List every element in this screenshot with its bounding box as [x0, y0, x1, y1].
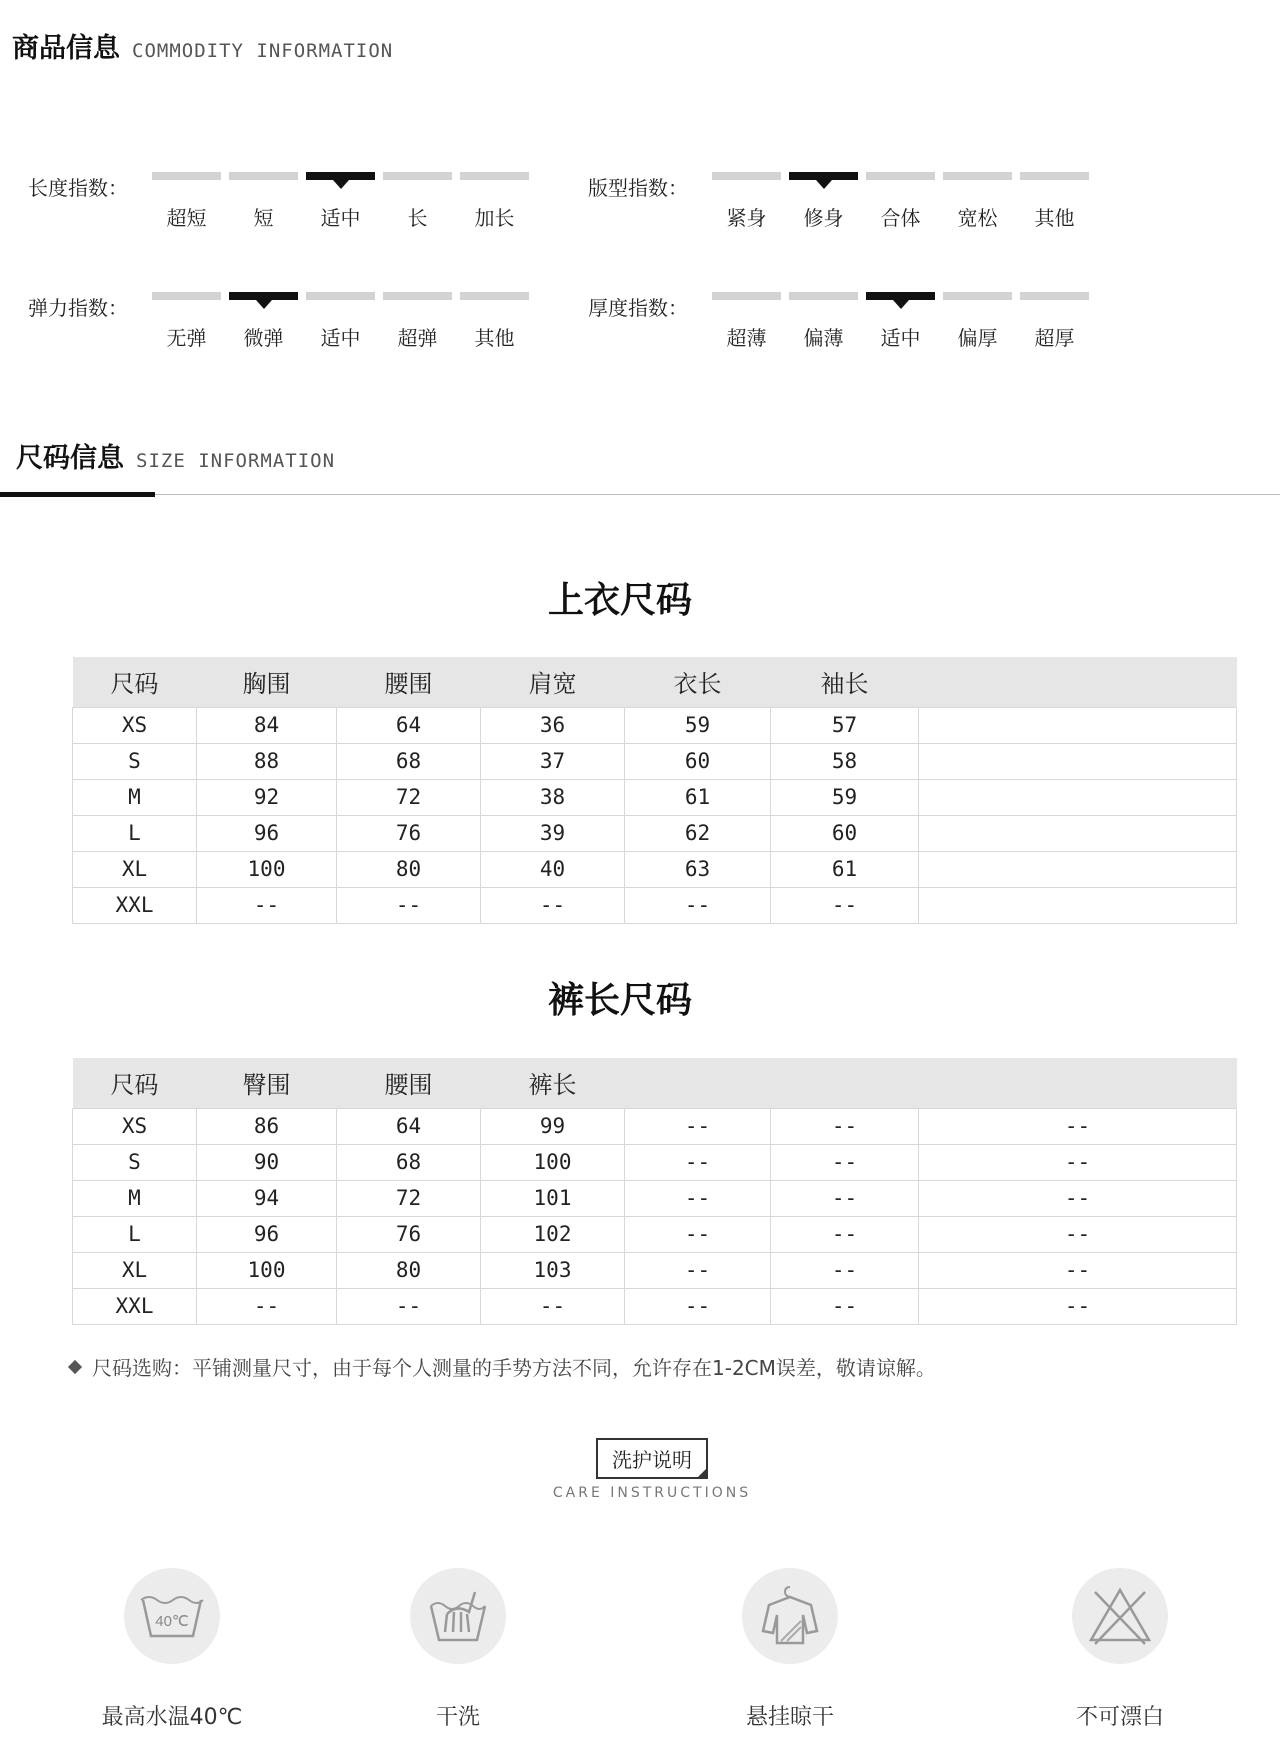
- table-cell: 64: [337, 1108, 481, 1144]
- size-title-en: SIZE INFORMATION: [136, 450, 336, 472]
- index-segment: [712, 172, 781, 180]
- index-option: 加长: [474, 206, 515, 230]
- table-cell: --: [625, 1108, 771, 1144]
- table-cell: --: [771, 887, 919, 923]
- index-option: 超短: [166, 206, 207, 230]
- table-cell: 61: [625, 779, 771, 815]
- table-cell: 76: [337, 1216, 481, 1252]
- table-cell: --: [625, 1288, 771, 1324]
- table-cell: S: [73, 743, 197, 779]
- table-cell: 92: [197, 779, 337, 815]
- table-cell: 100: [481, 1144, 625, 1180]
- table-cell: --: [481, 887, 625, 923]
- table-cell: 38: [481, 779, 625, 815]
- table-row: [73, 1252, 1237, 1288]
- table-cell: 100: [197, 1252, 337, 1288]
- index-segment-selected: [229, 292, 298, 300]
- index-option: 短: [253, 206, 274, 230]
- table-cell: --: [481, 1288, 625, 1324]
- table-cell: --: [919, 1216, 1237, 1252]
- care-label-hang: 悬挂晾干: [745, 1705, 834, 1730]
- index-label: 长度指数：: [28, 176, 128, 200]
- table-cell: --: [771, 1288, 919, 1324]
- table-row: [73, 779, 1237, 815]
- table-cell: 39: [481, 815, 625, 851]
- index-segment: [712, 292, 781, 300]
- table-cell: 61: [771, 851, 919, 887]
- table-cell: 90: [197, 1144, 337, 1180]
- dry-clean-icon: [410, 1568, 506, 1664]
- column-header: 尺码: [73, 657, 197, 707]
- pants-size-table: [72, 1058, 1237, 1325]
- table-cell: 80: [337, 1252, 481, 1288]
- index-row-elasticity: [0, 292, 529, 351]
- index-option: 超薄: [726, 326, 767, 350]
- index-row-fit: [560, 172, 1089, 231]
- column-header: 衣长: [625, 657, 771, 707]
- index-segment: [152, 172, 221, 180]
- table-row: [73, 815, 1237, 851]
- index-segment: [943, 292, 1012, 300]
- table-cell: --: [919, 1288, 1237, 1324]
- size-note: [70, 1352, 936, 1381]
- column-header: [919, 657, 1237, 707]
- table-cell: 86: [197, 1108, 337, 1144]
- table-cell: 58: [771, 743, 919, 779]
- index-segment: [229, 172, 298, 180]
- index-option: 紧身: [726, 206, 767, 230]
- table-cell: L: [73, 1216, 197, 1252]
- index-option: 偏厚: [957, 326, 998, 350]
- care-item-wash: [72, 1568, 272, 1731]
- index-segment-selected: [306, 172, 375, 180]
- table-cell: 63: [625, 851, 771, 887]
- column-header: [771, 1058, 919, 1108]
- column-header: [919, 1058, 1237, 1108]
- table-cell: XS: [73, 1108, 197, 1144]
- index-option: 修身: [803, 206, 844, 230]
- table-cell: --: [771, 1252, 919, 1288]
- table-cell: 102: [481, 1216, 625, 1252]
- index-row-thickness: [560, 292, 1089, 351]
- table-cell: 94: [197, 1180, 337, 1216]
- table-cell: L: [73, 815, 197, 851]
- table-cell: 72: [337, 1180, 481, 1216]
- table-cell: XXL: [73, 1288, 197, 1324]
- index-segment: [866, 172, 935, 180]
- index-segment-selected: [789, 172, 858, 180]
- table-cell: 62: [625, 815, 771, 851]
- table-cell: --: [197, 1288, 337, 1324]
- table-cell: 40: [481, 851, 625, 887]
- table-row: [73, 1108, 1237, 1144]
- table-cell: 59: [625, 707, 771, 743]
- column-header: 尺码: [73, 1058, 197, 1108]
- index-option: 微弹: [243, 326, 284, 350]
- index-label: 厚度指数：: [588, 296, 688, 320]
- index-segment: [789, 292, 858, 300]
- table-cell: --: [337, 887, 481, 923]
- section-divider-accent: [0, 492, 155, 497]
- table-cell: --: [625, 1180, 771, 1216]
- table-cell: XS: [73, 707, 197, 743]
- index-option: 长: [407, 206, 428, 230]
- care-label-nobleach: 不可漂白: [1075, 1705, 1164, 1730]
- care-label-dryclean: 干洗: [435, 1705, 480, 1730]
- column-header: 腰围: [337, 657, 481, 707]
- table-cell: M: [73, 1180, 197, 1216]
- table-cell: --: [919, 1108, 1237, 1144]
- size-note-text: 尺码选购：平铺测量尺寸，由于每个人测量的手势方法不同，允许存在1-2CM误差，敬请谅解。: [92, 1356, 936, 1380]
- index-segment: [383, 172, 452, 180]
- index-option: 无弹: [166, 326, 207, 350]
- table-cell: --: [625, 1216, 771, 1252]
- table-cell: --: [197, 887, 337, 923]
- section-divider: [0, 494, 1280, 495]
- commodity-title-en: COMMODITY INFORMATION: [132, 40, 394, 62]
- table-cell: XL: [73, 1252, 197, 1288]
- care-title-en: CARE INSTRUCTIONS: [552, 1485, 752, 1501]
- table-row: [73, 887, 1237, 923]
- top-size-table: [72, 657, 1237, 924]
- care-label-wash: 最高水温40℃: [101, 1705, 243, 1730]
- care-item-dryclean: [358, 1568, 558, 1731]
- table-cell: S: [73, 1144, 197, 1180]
- table-cell: 64: [337, 707, 481, 743]
- index-option: 合体: [880, 206, 921, 230]
- pants-table-title: 裤长尺码: [547, 979, 692, 1021]
- index-option: 适中: [320, 326, 361, 350]
- table-cell: --: [919, 1144, 1237, 1180]
- index-segment: [1020, 292, 1089, 300]
- table-cell: --: [919, 1180, 1237, 1216]
- column-header: 肩宽: [481, 657, 625, 707]
- index-segment-selected: [866, 292, 935, 300]
- table-cell: 59: [771, 779, 919, 815]
- wash-temp-text: 40℃: [155, 1613, 189, 1630]
- table-cell: --: [771, 1108, 919, 1144]
- index-segment: [306, 292, 375, 300]
- care-header: [0, 1438, 1280, 1501]
- index-segment: [460, 172, 529, 180]
- table-cell: --: [771, 1216, 919, 1252]
- top-table-title: 上衣尺码: [547, 579, 692, 621]
- table-cell: 103: [481, 1252, 625, 1288]
- table-cell: 96: [197, 815, 337, 851]
- table-cell: --: [625, 1252, 771, 1288]
- hang-dry-icon: [742, 1568, 838, 1664]
- index-option: 适中: [880, 326, 921, 350]
- index-scale: [712, 172, 1089, 231]
- table-cell: 36: [481, 707, 625, 743]
- care-item-nobleach: [1020, 1568, 1220, 1731]
- care-item-hang: [690, 1568, 890, 1731]
- table-cell: --: [771, 1180, 919, 1216]
- column-header: 臀围: [197, 1058, 337, 1108]
- table-cell: --: [337, 1288, 481, 1324]
- index-option: 偏薄: [803, 326, 844, 350]
- index-segment: [1020, 172, 1089, 180]
- index-scale: [712, 292, 1089, 351]
- table-row: [73, 851, 1237, 887]
- table-cell: [919, 851, 1237, 887]
- index-segment: [943, 172, 1012, 180]
- wash-40-icon: [124, 1568, 220, 1664]
- table-row: [73, 707, 1237, 743]
- table-cell: M: [73, 779, 197, 815]
- index-option: 宽松: [957, 206, 998, 230]
- column-header: [625, 1058, 771, 1108]
- table-cell: 99: [481, 1108, 625, 1144]
- column-header: 胸围: [197, 657, 337, 707]
- index-row-length: [0, 172, 529, 231]
- table-cell: XXL: [73, 887, 197, 923]
- table-cell: 68: [337, 743, 481, 779]
- table-cell: [919, 779, 1237, 815]
- table-cell: 84: [197, 707, 337, 743]
- column-header: 腰围: [337, 1058, 481, 1108]
- column-header: 裤长: [481, 1058, 625, 1108]
- table-cell: --: [625, 887, 771, 923]
- column-header: 袖长: [771, 657, 919, 707]
- table-row: [73, 1144, 1237, 1180]
- index-segment: [152, 292, 221, 300]
- table-cell: 101: [481, 1180, 625, 1216]
- table-cell: [919, 743, 1237, 779]
- table-cell: 37: [481, 743, 625, 779]
- index-option: 超厚: [1034, 326, 1075, 350]
- index-scale: [152, 292, 529, 351]
- table-cell: 60: [625, 743, 771, 779]
- index-label: 版型指数：: [588, 176, 688, 200]
- table-row: [73, 1180, 1237, 1216]
- index-label: 弹力指数：: [28, 296, 128, 320]
- table-row: [73, 1216, 1237, 1252]
- table-cell: [919, 815, 1237, 851]
- table-cell: 100: [197, 851, 337, 887]
- table-cell: 60: [771, 815, 919, 851]
- care-title-cn: 洗护说明: [596, 1438, 708, 1479]
- table-cell: 68: [337, 1144, 481, 1180]
- table-cell: --: [771, 1144, 919, 1180]
- table-cell: 76: [337, 815, 481, 851]
- table-cell: --: [625, 1144, 771, 1180]
- table-cell: 80: [337, 851, 481, 887]
- table-cell: --: [919, 1252, 1237, 1288]
- index-segment: [460, 292, 529, 300]
- index-segment: [383, 292, 452, 300]
- table-cell: 57: [771, 707, 919, 743]
- size-header: [16, 436, 335, 475]
- size-title-cn: 尺码信息: [16, 443, 124, 474]
- index-scale: [152, 172, 529, 231]
- index-option: 其他: [474, 326, 515, 350]
- no-bleach-icon: [1072, 1568, 1168, 1664]
- index-option: 其他: [1034, 206, 1075, 230]
- table-row: [73, 1288, 1237, 1324]
- table-row: [73, 743, 1237, 779]
- table-cell: [919, 887, 1237, 923]
- table-cell: 96: [197, 1216, 337, 1252]
- table-cell: [919, 707, 1237, 743]
- table-cell: XL: [73, 851, 197, 887]
- commodity-title-cn: 商品信息: [12, 33, 120, 64]
- table-cell: 72: [337, 779, 481, 815]
- index-option: 超弹: [397, 326, 438, 350]
- commodity-header: [12, 26, 393, 65]
- diamond-bullet-icon: [68, 1359, 82, 1373]
- table-cell: 88: [197, 743, 337, 779]
- index-option: 适中: [320, 206, 361, 230]
